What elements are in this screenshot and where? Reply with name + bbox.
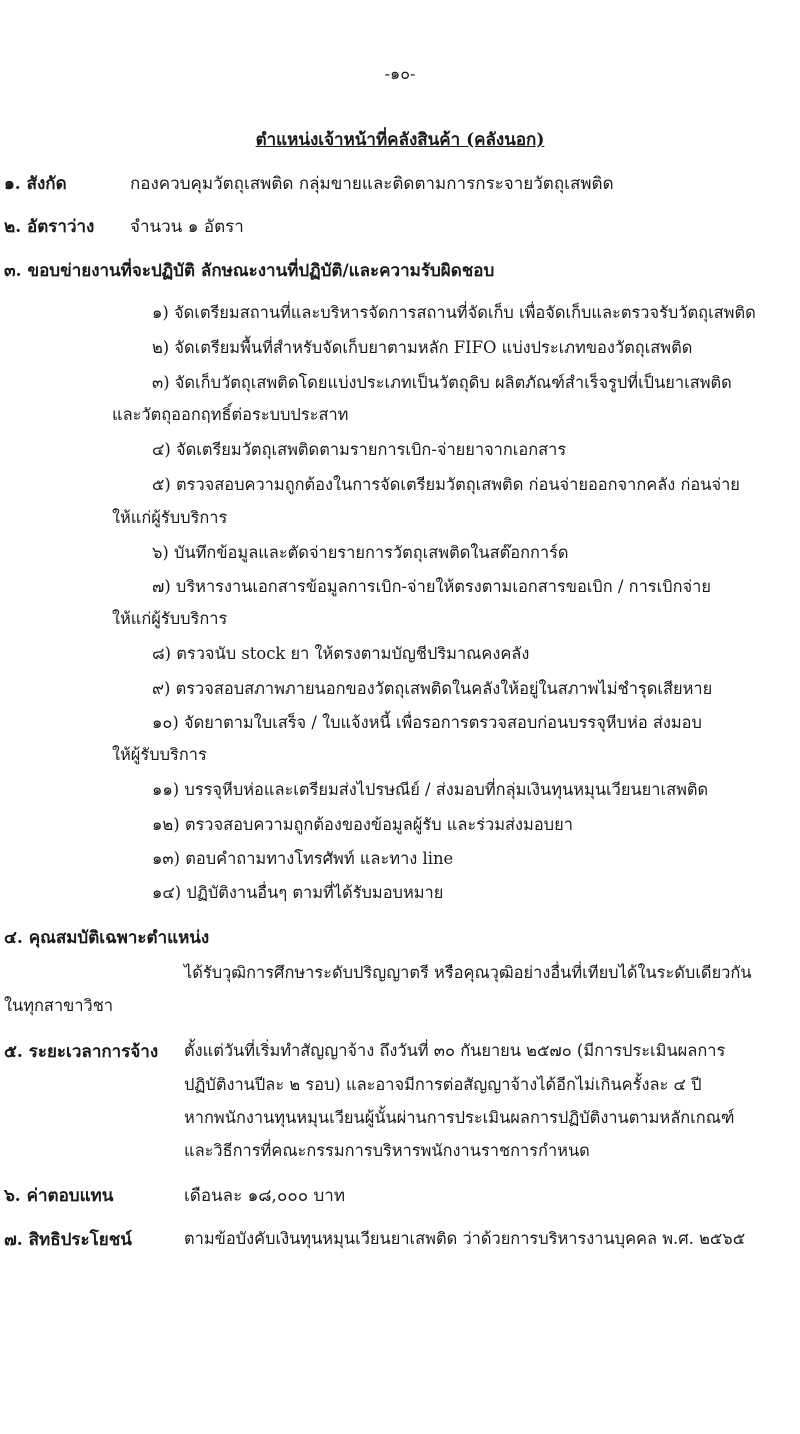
- section-1-value: กองควบคุมวัตถุเสพติด กลุ่มขายและติดตามการกระจายวัตถุเสพติด: [130, 174, 614, 194]
- compensation-value: เดือนละ ๑๘,๐๐๐ บาท: [184, 1186, 346, 1206]
- section-5-label: ๕. ระยะเวลาการจ้าง: [4, 1042, 159, 1062]
- duty-item: ๗) บริหารงานเอกสารข้อมูลการเบิก-จ่ายให้ตรงตามเอกสารขอเบิก / การเบิกจ่าย: [152, 577, 711, 596]
- duty-item: ๑๑) บรรจุหีบห่อและเตรียมส่งไปรษณีย์ / ส่งมอบที่กลุ่มเงินทุนหมุนเวียนยาเสพติด: [152, 780, 709, 799]
- employment-period-text: ปฏิบัติงานปีละ ๒ รอบ) และอาจมีการต่อสัญญาจ้างได้อีกไม่เกินครั้งละ ๔ ปี: [184, 1075, 702, 1094]
- duty-item: ๒) จัดเตรียมพื้นที่สำหรับจัดเก็บยาตามหลัก FIFO แบ่งประเภทของวัตถุเสพติด: [152, 338, 693, 357]
- duty-item-continued: ให้ผู้รับบริการ: [112, 745, 207, 764]
- duty-item: ๘) ตรวจนับ stock ยา ให้ตรงตามบัญชีปริมาณคงคลัง: [152, 644, 530, 663]
- duty-item: ๑๔) ปฏิบัติงานอื่นๆ ตามที่ได้รับมอบหมาย: [152, 883, 444, 902]
- employment-period-text: และวิธีการที่คณะกรรมการบริหารพนักงานราชการกำหนด: [184, 1141, 590, 1160]
- duty-item: ๕) ตรวจสอบความถูกต้องในการจัดเตรียมวัตถุเสพติด ก่อนจ่ายออกจากคลัง ก่อนจ่าย: [152, 475, 740, 494]
- qualification-text-continued: ในทุกสาขาวิชา: [4, 996, 114, 1015]
- employment-period-text: ตั้งแต่วันที่เริ่มทำสัญญาจ้าง ถึงวันที่ ๓๐ กันยายน ๒๕๗๐ (มีการประเมินผลการ: [184, 1041, 726, 1060]
- document-title: ตำแหน่งเจ้าหน้าที่คลังสินค้า (คลังนอก): [255, 130, 545, 150]
- duty-item: ๑) จัดเตรียมสถานที่และบริหารจัดการสถานที่จัดเก็บ เพื่อจัดเก็บและตรวจรับวัตถุเสพติด: [152, 303, 756, 322]
- duty-item: ๙) ตรวจสอบสภาพภายนอกของวัตถุเสพติดในคลังให้อยู่ในสภาพไม่ชำรุดเสียหาย: [152, 679, 713, 698]
- employment-period-text: หากพนักงานทุนหมุนเวียนผู้นั้นผ่านการประเมินผลการปฏิบัติงานตามหลักเกณฑ์: [184, 1108, 735, 1127]
- section-2-label: ๒. อัตราว่าง: [4, 217, 95, 237]
- benefits-value: ตามข้อบังคับเงินทุนหมุนเวียนยาเสพติด ว่าด้วยการบริหารงานบุคคล พ.ศ. ๒๕๖๕: [184, 1229, 746, 1248]
- duty-item: ๔) จัดเตรียมวัตถุเสพติดตามรายการเบิก-จ่ายยาจากเอกสาร: [152, 440, 567, 459]
- duty-item: ๖) บันทึกข้อมูลและตัดจ่ายรายการวัตถุเสพติดในสต๊อกการ์ด: [152, 543, 569, 562]
- duty-item-continued: ให้แก่ผู้รับบริการ: [112, 508, 228, 527]
- section-3-heading: ๓. ขอบข่ายงานที่จะปฏิบัติ ลักษณะงานที่ปฏิบัติ/และความรับผิดชอบ: [4, 261, 495, 281]
- qualification-text: ได้รับวุฒิการศึกษาระดับปริญญาตรี หรือคุณวุฒิอย่างอื่นที่เทียบได้ในระดับเดียวกัน: [184, 963, 752, 982]
- section-1-label: ๑. สังกัด: [4, 174, 67, 194]
- duty-item: ๓) จัดเก็บวัตถุเสพติดโดยแบ่งประเภทเป็นวัตถุดิบ ผลิตภัณฑ์สำเร็จรูปที่เป็นยาเสพติด: [152, 373, 732, 392]
- duty-item-continued: ให้แก่ผู้รับบริการ: [112, 609, 228, 628]
- page-number: -๑๐-: [384, 64, 416, 83]
- section-2-value: จำนวน ๑ อัตรา: [130, 217, 244, 237]
- duty-item: ๑๓) ตอบคำถามทางโทรศัพท์ และทาง line: [152, 849, 454, 868]
- section-7-label: ๗. สิทธิประโยชน์: [4, 1230, 132, 1250]
- section-6-label: ๖. ค่าตอบแทน: [4, 1186, 114, 1206]
- section-4-heading: ๔. คุณสมบัติเฉพาะตำแหน่ง: [4, 928, 210, 948]
- duty-item: ๑๐) จัดยาตามใบเสร็จ / ใบแจ้งหนี้ เพื่อรอการตรวจสอบก่อนบรรจุหีบห่อ ส่งมอบ: [152, 713, 702, 732]
- duty-item-continued: และวัตถุออกฤทธิ์ต่อระบบประสาท: [112, 405, 349, 424]
- duty-item: ๑๒) ตรวจสอบความถูกต้องของข้อมูลผู้รับ และร่วมส่งมอบยา: [152, 815, 573, 834]
